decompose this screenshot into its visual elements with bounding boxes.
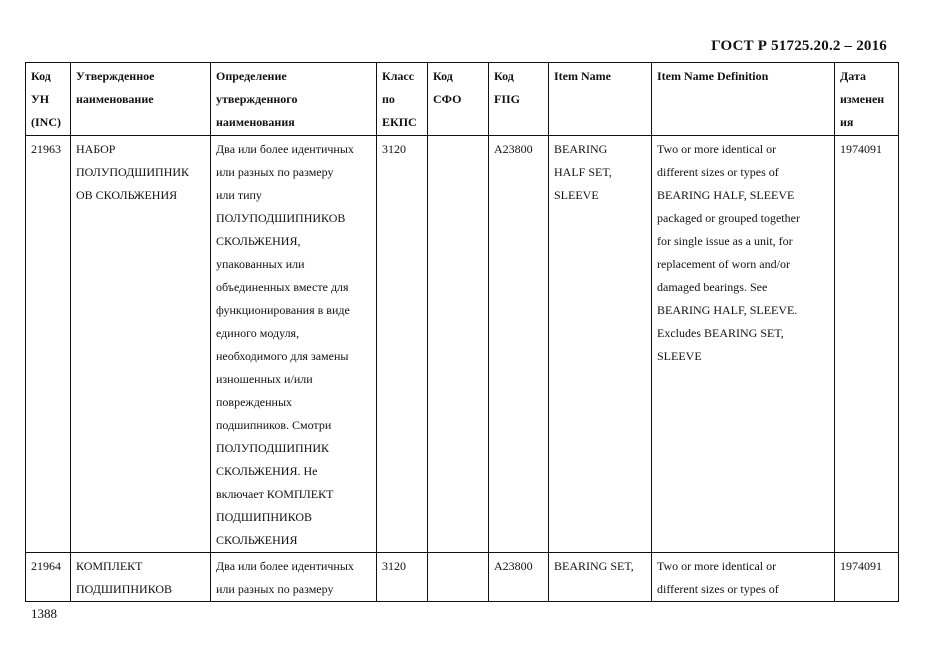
page-number: 1388	[31, 606, 57, 621]
cell-fiig-code: A23800	[489, 553, 549, 602]
header-item-name-definition: Item Name Definition	[652, 63, 835, 136]
cell-definition: Два или более идентичных или разных по размеру или типу ПОЛУПОДШИПНИКОВ СКОЛЬЖЕНИЯ, упакованных или объединенных вместе для функционирования в виде единого модуля, необходимого для замены изношенных и/или поврежденных подшипников. Смотри ПОЛУПОДШИПНИК СКОЛЬЖЕНИЯ. Не включает КОМПЛЕКТ ПОДШИПНИКОВ СКОЛЬЖЕНИЯ	[211, 136, 377, 553]
header-item-name: Item Name	[549, 63, 652, 136]
header-approved-name: Утвержденное наименование	[71, 63, 211, 136]
header-row	[26, 63, 899, 136]
registry-table	[25, 62, 899, 602]
cell-approved-name: НАБОР ПОЛУПОДШИПНИК ОВ СКОЛЬЖЕНИЯ	[71, 136, 211, 553]
cell-ekps-class: 3120	[377, 553, 428, 602]
cell-inc-code: 21964	[26, 553, 71, 602]
cell-approved-name: КОМПЛЕКТ ПОДШИПНИКОВ	[71, 553, 211, 602]
table-row	[26, 136, 899, 553]
cell-inc-code: 21963	[26, 136, 71, 553]
cell-item-name-definition: Two or more identical or different sizes or types of	[652, 553, 835, 602]
cell-change-date: 1974091	[835, 136, 899, 553]
table-row	[26, 553, 899, 602]
cell-change-date: 1974091	[835, 553, 899, 602]
cell-definition: Два или более идентичных или разных по размеру	[211, 553, 377, 602]
cell-item-name-definition: Two or more identical or different sizes or types of BEARING HALF, SLEEVE packaged or grouped together for single issue as a unit, for replacement of worn and/or damaged bearings. See BEARING HALF, SLEEVE. Excludes BEARING SET, SLEEVE	[652, 136, 835, 553]
header-fiig-code: Код FIIG	[489, 63, 549, 136]
cell-sfo-code	[428, 553, 489, 602]
header-ekps-class: Класс по ЕКПС	[377, 63, 428, 136]
header-inc-code: Код УН (INC)	[26, 63, 71, 136]
cell-ekps-class: 3120	[377, 136, 428, 553]
header-change-date: Дата изменен ия	[835, 63, 899, 136]
header-sfo-code: Код СФО	[428, 63, 489, 136]
cell-item-name: BEARING HALF SET, SLEEVE	[549, 136, 652, 553]
cell-fiig-code: A23800	[489, 136, 549, 553]
document-title: ГОСТ Р 51725.20.2 – 2016	[711, 38, 887, 54]
cell-item-name: BEARING SET,	[549, 553, 652, 602]
header-definition: Определение утвержденного наименования	[211, 63, 377, 136]
cell-sfo-code	[428, 136, 489, 553]
